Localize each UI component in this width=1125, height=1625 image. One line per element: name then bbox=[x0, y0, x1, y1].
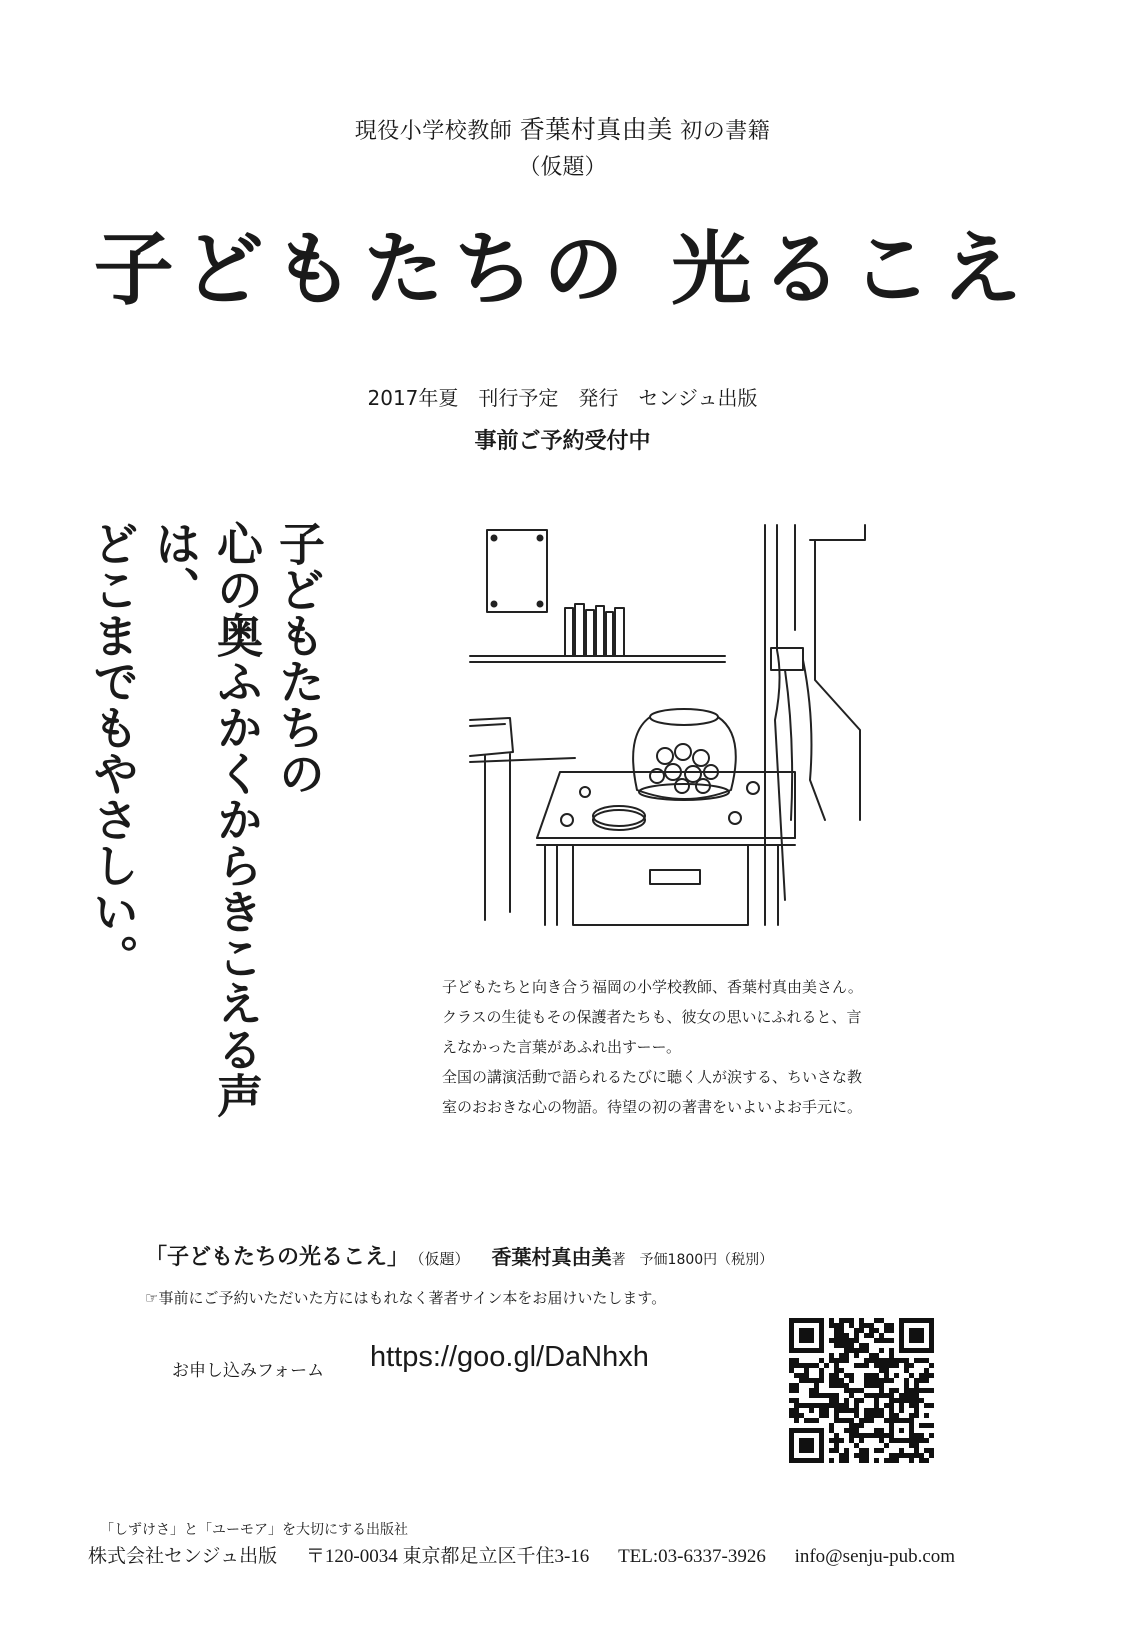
description-line: クラスの生徒もその保護者たちも、彼女の思いにふれると、言 bbox=[442, 1008, 862, 1026]
classroom-desk-illustration bbox=[465, 520, 885, 940]
form-url-link[interactable]: https://goo.gl/DaNhxh bbox=[370, 1341, 649, 1373]
header-author: 香葉村真由美 bbox=[519, 115, 673, 144]
header-suffix: 初の書籍 bbox=[680, 119, 771, 144]
qr-code-icon[interactable] bbox=[789, 1318, 934, 1463]
book-tentative-note: （仮題） bbox=[417, 1250, 470, 1268]
book-author-suffix: 著 bbox=[611, 1252, 626, 1268]
header-line bbox=[0, 110, 1125, 146]
book-author: 香葉村真由美 bbox=[491, 1245, 612, 1269]
preorder-notice: 事前ご予約受付中 bbox=[474, 429, 651, 454]
catchcopy-line: どこまでもやさしい。 bbox=[86, 520, 140, 980]
book-info-line bbox=[145, 1240, 995, 1271]
catchcopy-line: 心の奥ふかくからきこえる声は、 bbox=[148, 520, 264, 1118]
company-address: 〒120-0034 東京都足立区千住3-16 bbox=[305, 1546, 590, 1567]
publisher-footer bbox=[88, 1541, 1088, 1568]
company-tel: TEL:03-6337-3926 bbox=[618, 1546, 766, 1567]
description-line: 子どもたちと向き合う福岡の小学校教師、香葉村真由美さん。 bbox=[442, 978, 863, 996]
vertical-catchcopy bbox=[86, 520, 330, 1120]
form-label: お申し込みフォーム bbox=[172, 1361, 325, 1381]
tentative-title-note: （仮題） bbox=[518, 155, 607, 180]
preorder-bonus-note: ☞事前にご予約いただいた方にはもれなく著者サイン本をお届けいたします。 bbox=[145, 1289, 667, 1307]
book-price: 予価1800円（税別） bbox=[639, 1252, 774, 1268]
publication-info: 2017年夏 刊行予定 発行 センジュ出版 bbox=[367, 386, 758, 410]
publisher-tagline: 「しずけさ」と「ユーモア」を大切にする出版社 bbox=[100, 1522, 408, 1538]
book-description bbox=[442, 972, 902, 1122]
description-line: 全国の講演活動で語られるたびに聴く人が涙する、ちいさな教 bbox=[442, 1068, 863, 1086]
header-prefix: 現役小学校教師 bbox=[354, 119, 513, 144]
description-line: 室のおおきな心の物語。待望の初の著書をいよいよお手元に。 bbox=[442, 1098, 863, 1116]
company-name: 株式会社センジュ出版 bbox=[88, 1546, 278, 1567]
main-title: 子どもたちの 光るこえ bbox=[93, 223, 1032, 316]
company-email[interactable]: info@senju-pub.com bbox=[794, 1546, 956, 1567]
book-title: 「子どもたちの光るこえ」 bbox=[145, 1245, 410, 1270]
catchcopy-line: 子どもたちの bbox=[272, 520, 326, 796]
description-line: えなかった言葉があふれ出すーー。 bbox=[442, 1038, 681, 1056]
